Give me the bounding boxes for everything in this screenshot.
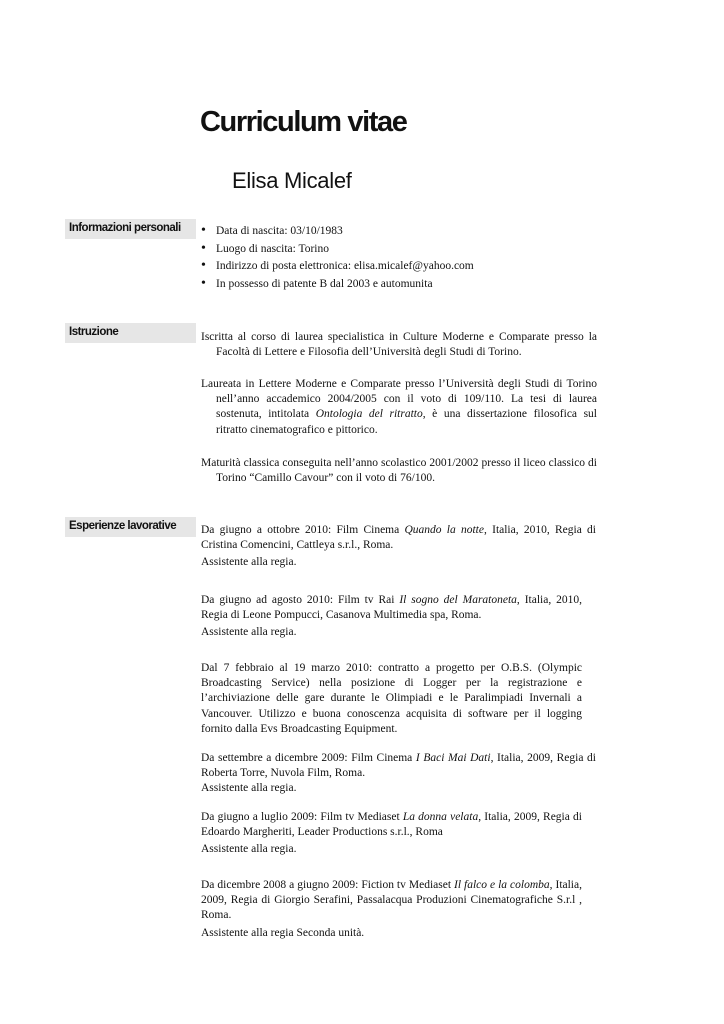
work-entry	[201, 751, 596, 797]
work-role: Assistente alla regia Seconda unità.	[201, 926, 365, 939]
list-item: • Luogo di nascita: Torino	[201, 241, 474, 259]
thesis-title: Ontologia del ritratto	[315, 408, 423, 421]
list-item: • Indirizzo di posta elettronica: elisa.micalef@yahoo.com	[201, 258, 474, 276]
work-entry	[201, 810, 582, 858]
list-item: • In possesso di patente B dal 2003 e automunita	[201, 276, 474, 294]
entry-text: Maturità classica conseguita nell’anno scolastico 2001/2002 presso il liceo classico di Torino “Camillo Cavour” con il voto di 76/100.	[201, 457, 597, 485]
work-title: Il falco e la colomba	[454, 879, 550, 891]
work-entry	[201, 523, 596, 571]
work-entry	[201, 661, 582, 737]
page-title: Curriculum vitae	[200, 106, 407, 138]
entry-text: , Italia, 2009, Regia di Edoardo Margheriti, Leader Productions s.r.l., Roma	[201, 811, 582, 839]
work-entry	[201, 593, 582, 641]
work-title: Il sogno del Maratoneta	[399, 594, 517, 606]
entry-text: Da giugno a luglio 2009: Film tv Mediaset	[201, 811, 403, 823]
work-title: I Baci Mai Dati	[415, 752, 491, 764]
education-entry	[201, 456, 597, 486]
candidate-name: Elisa Micalef	[232, 168, 352, 193]
work-role: Assistente alla regia.	[201, 843, 297, 856]
entry-text: , Italia, 2009, Regia di Roberta Torre, Nuvola Film, Roma.	[201, 752, 596, 780]
entry-text: , Italia, 2009, Regia di Giorgio Serafini, Passalacqua Produzioni Cinematografiche S.r.l , Roma.	[201, 879, 582, 922]
work-title: Quando la notte	[404, 524, 484, 536]
entry-text: , è una dissertazione filosofica sul ritratto cinematografico e pittorico.	[216, 408, 598, 436]
list-item: • Data di nascita: 03/10/1983	[201, 223, 474, 241]
entry-text: Iscritta al corso di laurea specialistica in Culture Moderne e Comparate presso la Facoltà di Lettere e Filosofia dell’Università degli Studi di Torino.	[201, 331, 597, 359]
personal-info-list	[201, 223, 474, 293]
education-entry	[201, 330, 597, 360]
section-label-education: Istruzione	[65, 323, 196, 343]
entry-text: Da giugno ad agosto 2010: Film tv Rai	[201, 594, 400, 606]
entry-text: Dal 7 febbraio al 19 marzo 2010: contratto a progetto per O.B.S. (Olympic Broadcasting Service) nella posizione di Logger per la registrazione e l’archiviazione delle gare durante le Olimpiadi e le Paralimpiadi Invernali a Vancouver. Utilizzo e buona conoscenza acquisita di software per il logging fornito dalla Evs Broadcasting Equipment.	[201, 662, 582, 735]
entry-text: Da settembre a dicembre 2009: Film Cinema	[201, 752, 416, 764]
work-entry	[201, 878, 582, 941]
entry-text: , Italia, 2010, Regia di Cristina Comencini, Cattleya s.r.l., Roma.	[201, 524, 596, 552]
education-entry	[201, 377, 597, 438]
section-label-work: Esperienze lavorative	[65, 517, 196, 537]
section-label-personal: Informazioni personali	[65, 219, 196, 239]
entry-text: Da dicembre 2008 a giugno 2009: Fiction tv Mediaset	[201, 879, 454, 891]
entry-text: , Italia, 2010, Regia di Leone Pompucci, Casanova Multimedia spa, Roma.	[201, 594, 582, 622]
entry-text: Da giugno a ottobre 2010: Film Cinema	[201, 524, 405, 536]
work-title: La donna velata	[402, 811, 479, 823]
work-role: Assistente alla regia.	[201, 782, 297, 795]
work-role: Assistente alla regia.	[201, 556, 297, 569]
work-role: Assistente alla regia.	[201, 626, 297, 639]
entry-text: Laureata in Lettere Moderne e Comparate presso l’Università degli Studi di Torino nell’anno accademico 2004/2005 con il voto di 109/110. La tesi di laurea sostenuta, intitolata	[201, 378, 597, 421]
